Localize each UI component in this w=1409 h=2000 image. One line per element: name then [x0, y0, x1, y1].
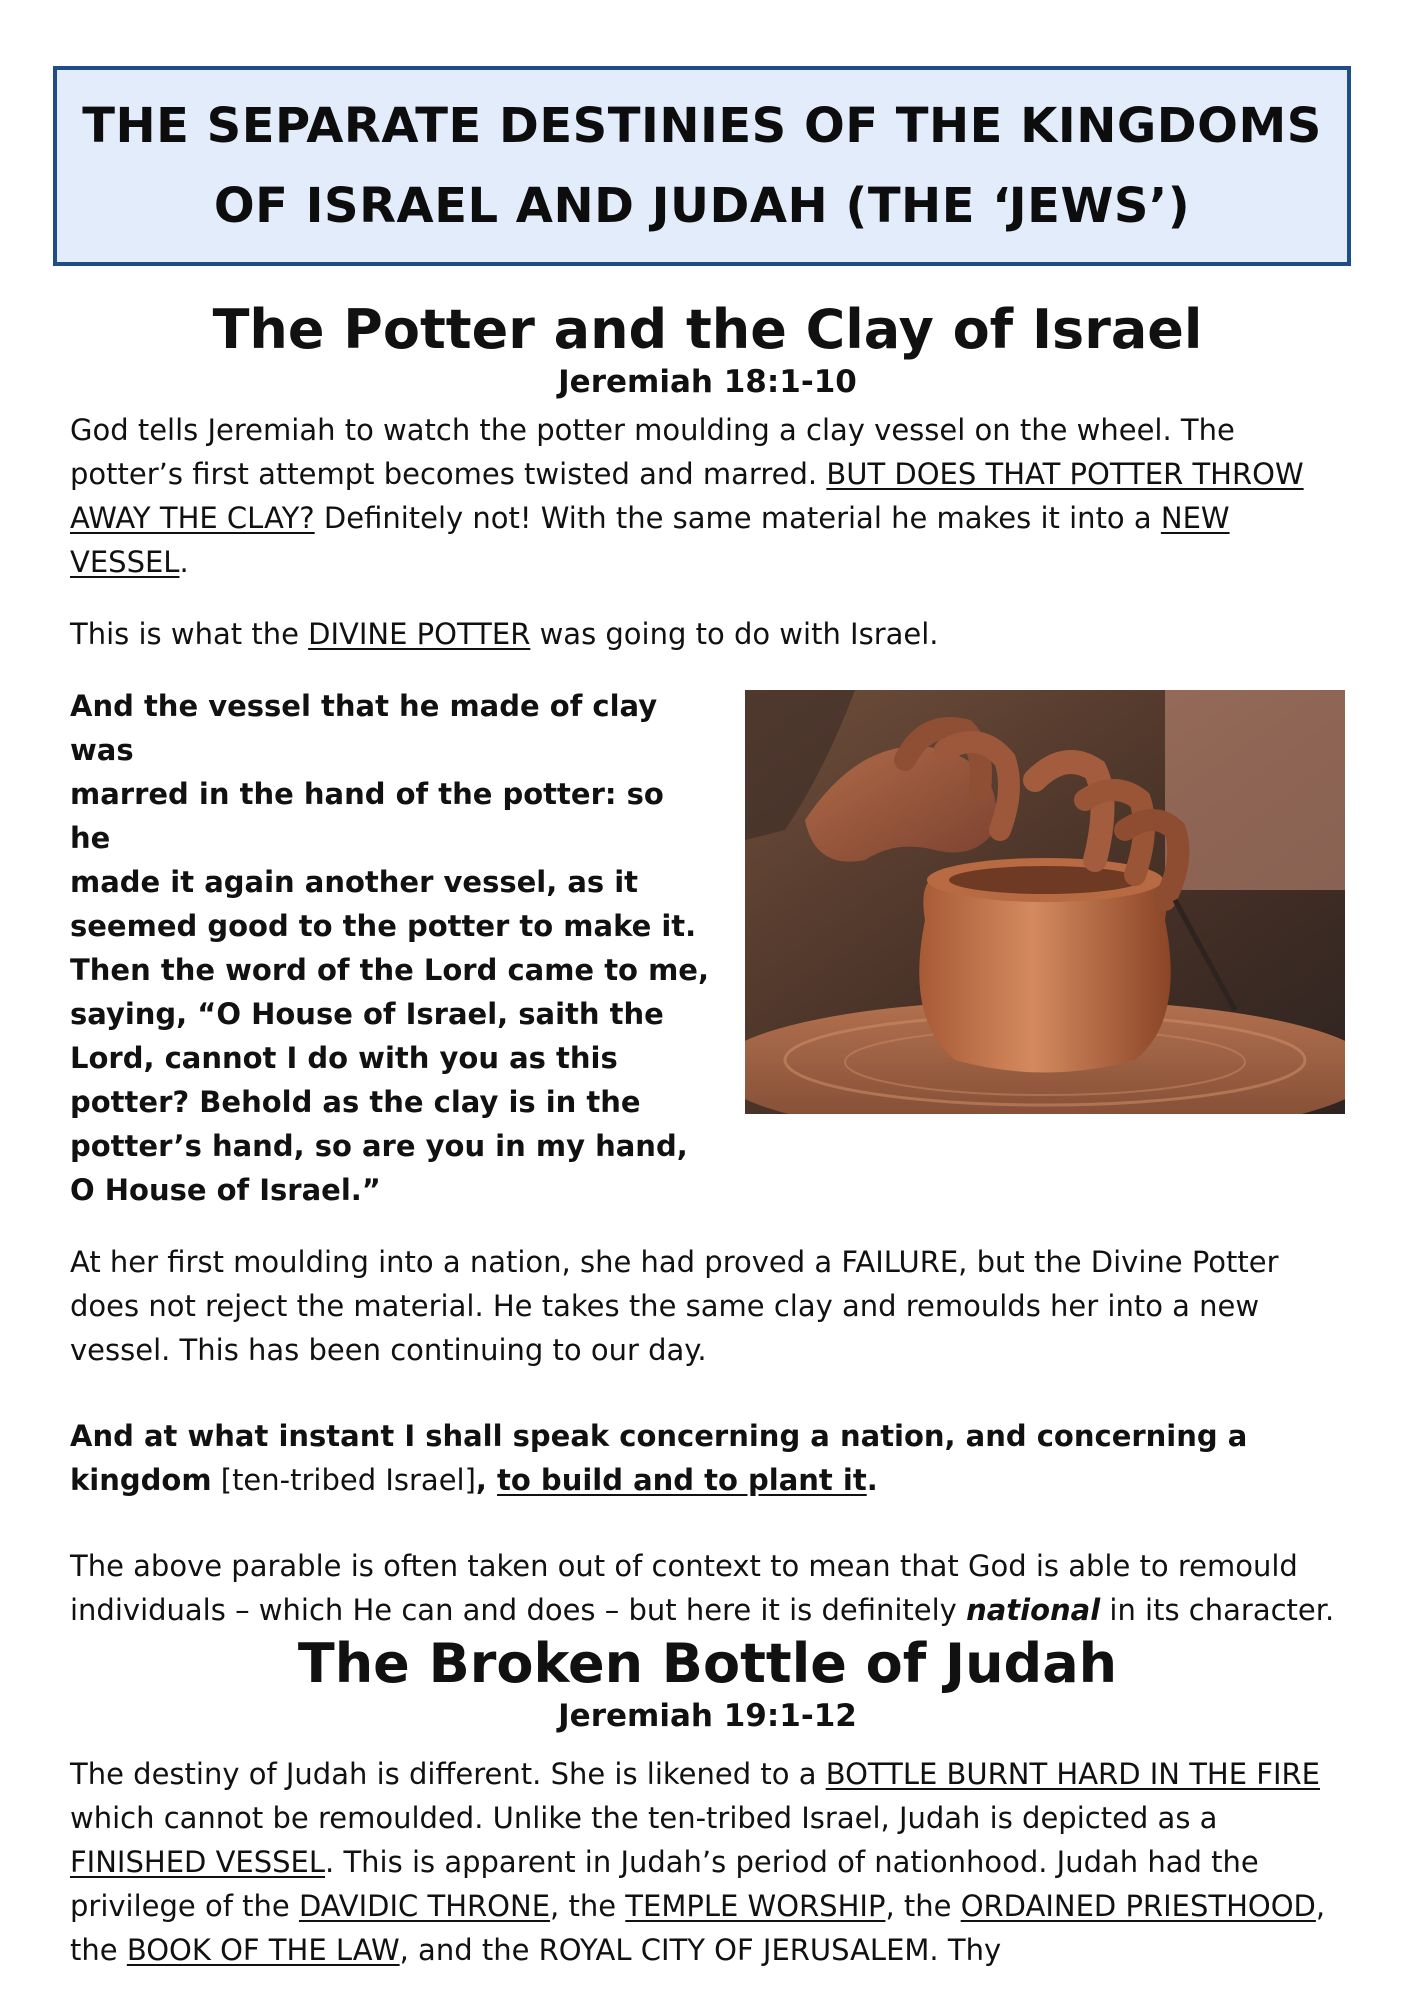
paragraph: At her first moulding into a nation, she had proved a FAILURE, but the Divine Potter does not reject the material. He takes the same clay and remoulds her into a new vessel. This has been continuing to our day.	[70, 1245, 1279, 1367]
paragraph: The above parable is often taken out of context to mean that God is able to remould individuals – which He can and does – but here it is definitely national in its character.	[70, 1549, 1335, 1627]
potter-photo	[745, 690, 1345, 1114]
main-content	[70, 298, 1345, 1972]
paragraph: And at what instant I shall speak concerning a nation, and concerning a kingdom [ten-tribed Israel], to build and to plant it.	[70, 1419, 1248, 1497]
title-banner	[53, 66, 1351, 266]
section-heading-potter: The Potter and the Clay of Israel	[212, 298, 1203, 361]
section-heading-bottle: The Broken Bottle of Judah	[297, 1632, 1118, 1695]
quote-with-image	[70, 684, 1345, 1212]
paragraph: This is what the DIVINE POTTER was going to do with Israel.	[70, 617, 939, 651]
paragraph: God tells Jeremiah to watch the potter moulding a clay vessel on the wheel. The potter’s first attempt becomes twisted and marred. BUT DOES THAT POTTER THROW AWAY THE CLAY? Definitely not! With the same material he makes it into a NEW VESSEL.	[70, 413, 1304, 579]
paragraph: The destiny of Judah is different. She is likened to a BOTTLE BURNT HARD IN THE FIRE which cannot be remoulded. Unlike the ten-tribed Israel, Judah is depicted as a FINISHED VESSEL. This is apparent in Judah’s period of nationhood. Judah had the privilege of the DAVIDIC THRONE, the TEMPLE WORSHIP, the ORDAINED PRIESTHOOD, the BOOK OF THE LAW, and the ROYAL CITY OF JERUSALEM. Thy	[70, 1757, 1326, 1967]
page-title: THE SEPARATE DESTINIES OF THE KINGDOMS OF ISRAEL AND JUDAH (THE ‘JEWS’)	[82, 98, 1322, 234]
scripture-reference: Jeremiah 19:1-12	[558, 1698, 857, 1734]
scripture-quote: And the vessel that he made of clay was marred in the hand of the potter: so he made it again another vessel, as it seemed good to the potter to make it. Then the word of the Lord came to me, saying, “O House of Israel, saith the Lord, cannot I do with you as this potter? Behold as the clay is in the potter’s hand, so are you in my hand, O House of Israel.”	[70, 689, 709, 1207]
scripture-reference: Jeremiah 18:1-10	[558, 364, 857, 400]
